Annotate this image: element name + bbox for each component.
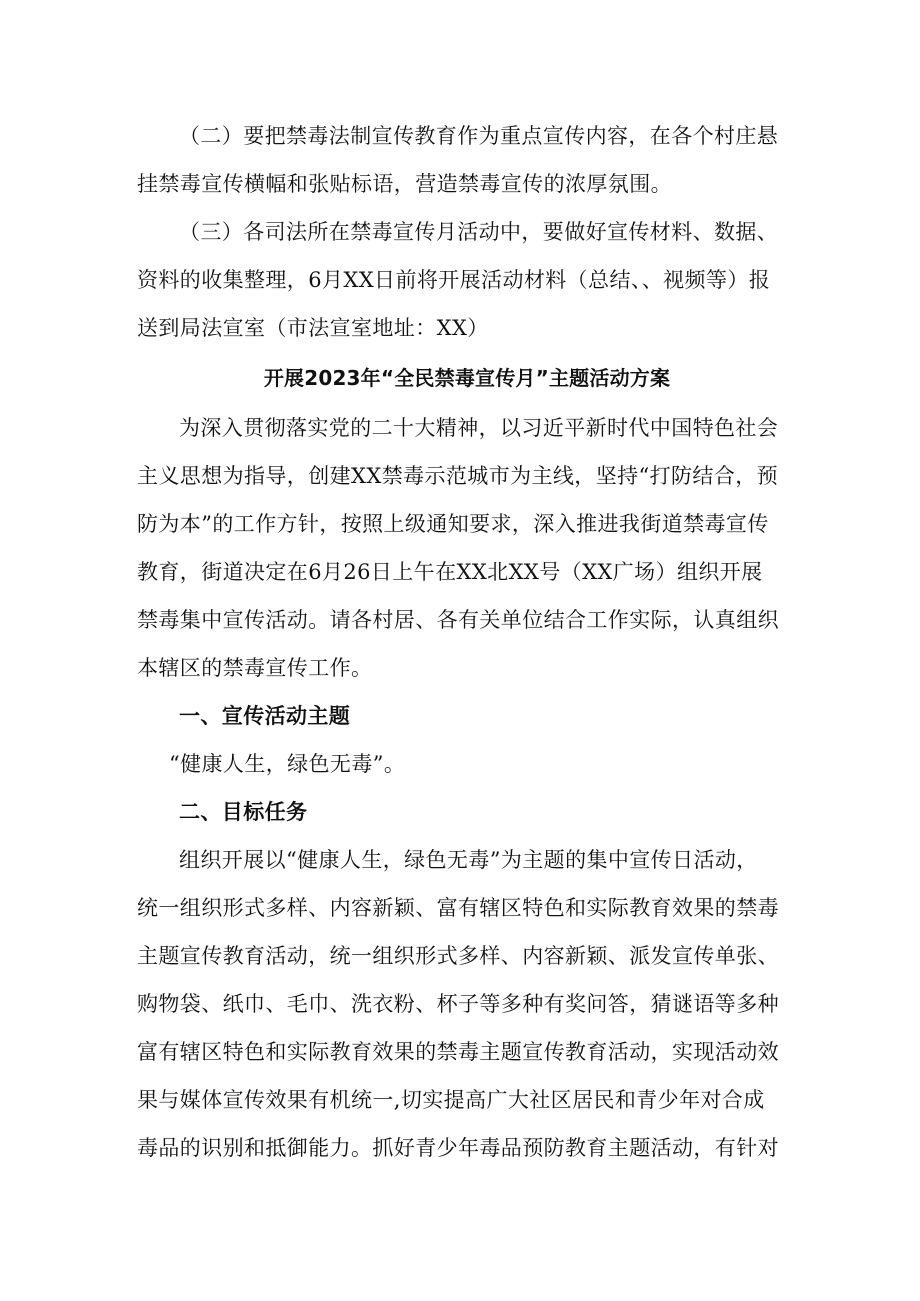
text-line: 教育，街道决定在6月26日上午在XX北XX号（XX广场）组织开展 xyxy=(137,560,763,584)
intro-paragraph xyxy=(137,404,797,692)
document-title: 开展2023年“全民禁毒宣传月”主题活动方案 xyxy=(263,366,671,390)
document-page xyxy=(137,112,797,1172)
text-line: 富有辖区特色和实际教育效果的禁毒主题宣传教育活动，实现活动效 xyxy=(137,1040,779,1064)
text-line: 为深入贯彻落实党的二十大精神，以习近平新时代中国特色社会 xyxy=(179,416,779,440)
section-heading-goals: 二、目标任务 xyxy=(179,800,308,824)
section-body-theme xyxy=(137,740,797,788)
paragraph-two xyxy=(137,112,797,208)
text-line: 组织开展以“健康人生，绿色无毒”为主题的集中宣传日活动， xyxy=(179,848,758,872)
text-line: （二）要把禁毒法制宣传教育作为重点宣传内容，在各个村庄悬 xyxy=(179,124,779,148)
text-line: “健康人生，绿色无毒”。 xyxy=(169,752,406,776)
text-line: 统一组织形式多样、内容新颖、富有辖区特色和实际教育效果的禁毒 xyxy=(137,896,779,920)
text-line: 购物袋、纸巾、毛巾、洗衣粉、杯子等多种有奖问答，猜谜语等多种 xyxy=(137,992,779,1016)
text-line: 挂禁毒宣传横幅和张贴标语，营造禁毒宣传的浓厚氛围。 xyxy=(137,172,672,196)
text-line: 果与媒体宣传效果有机统一,切实提高广大社区居民和青少年对合成 xyxy=(137,1088,765,1112)
paragraph-three xyxy=(137,208,797,352)
text-line: （三）各司法所在禁毒宣传月活动中，要做好宣传材料、数据、 xyxy=(179,220,779,244)
text-line: 送到局法宣室（市法宣室地址：XX） xyxy=(137,316,489,340)
text-line: 防为本”的工作方针，按照上级通知要求，深入推进我街道禁毒宣传 xyxy=(137,512,769,536)
text-line: 禁毒集中宣传活动。请各村居、各有关单位结合工作实际，认真组织 xyxy=(137,608,779,632)
text-line: 资料的收集整理，6月XX日前将开展活动材料（总结、、视频等）报 xyxy=(137,268,771,292)
text-line: 本辖区的禁毒宣传工作。 xyxy=(137,656,373,680)
text-line: 毒品的识别和抵御能力。抓好青少年毒品预防教育主题活动，有针对 xyxy=(137,1136,779,1160)
section-heading-theme: 一、宣传活动主题 xyxy=(179,704,351,728)
section-body-goals xyxy=(137,836,797,1172)
text-line: 主义思想为指导，创建XX禁毒示范城市为主线，坚持“打防结合，预 xyxy=(137,464,779,488)
text-line: 主题宣传教育活动，统一组织形式多样、内容新颖、派发宣传单张、 xyxy=(137,944,779,968)
